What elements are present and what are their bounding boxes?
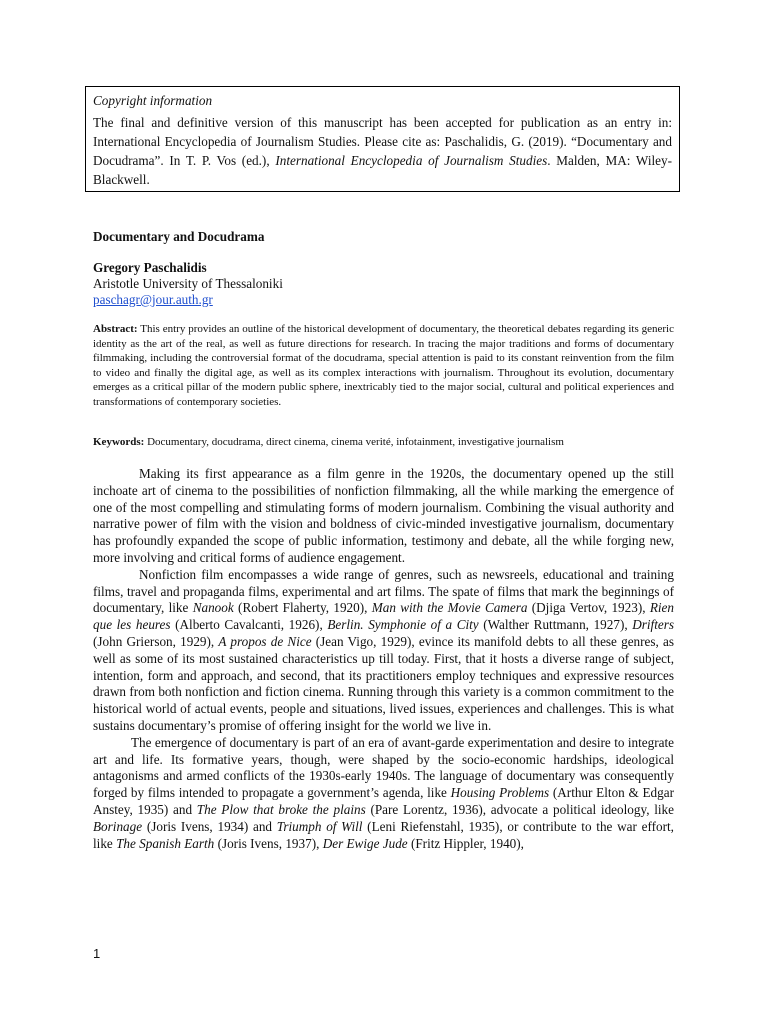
copyright-heading: Copyright information (93, 93, 213, 108)
film-title: Rien que les heures (93, 600, 674, 633)
text-run: (Joris Ivens, 1934) and (142, 818, 277, 834)
text-run: (Leni Riefenstahl, 1935), or contribute to the war effort, like (93, 818, 674, 851)
abstract-text: This entry provides an outline of the historical development of documentary, the theoretical debates regarding its generic identity as the art of the real, as well as future directions for research. In tracing the major traditions and forms of documentary filmmaking, including the controversial format of the docudrama, special attention is paid to its constant reinvention from the film to video and finally the digital age, as well as its complex interactions with journalism. Throughout its evolution, documentary emerges as a critical pillar of the modern public sphere, inextricably tied to the major social, cultural and political experiences and transformations of contemporary societies. (93, 323, 674, 408)
film-title: Housing Problems (450, 785, 550, 801)
film-title: Der Ewige Jude (322, 835, 408, 851)
author-affiliation: Aristotle University of Thessaloniki (93, 276, 283, 291)
copyright-text: The final and definitive version of this manuscript has been accepted for publication as an entry in: International Encyclopedia of Journalism Studies. Please cite as: Paschalidis, G. (2019). “Documentary and Docudrama”. In T. P. Vos (ed.), (93, 115, 672, 168)
film-title: A propos de Nice (218, 633, 312, 649)
keywords (93, 435, 674, 449)
text-run: (Fritz Hippler, 1940), (407, 835, 524, 851)
film-title: Nanook (192, 600, 234, 616)
film-title: The Spanish Earth (116, 835, 215, 851)
encyclopedia-title: International Encyclopedia of Journalism Studies (275, 153, 548, 168)
publisher-text: . Malden, MA: Wiley-Blackwell. (93, 153, 672, 187)
text-run: (Robert Flaherty, 1920), (233, 600, 372, 616)
keywords-label: Keywords: (93, 436, 145, 448)
text-run: (Alberto Cavalcanti, 1926), (170, 617, 328, 633)
film-title: Berlin. Symphonie of a City (327, 617, 479, 633)
copyright-box (85, 86, 680, 192)
text-run: The emergence of documentary is part of an era of avant-garde experimentation and desire to integrate art and life. Its formative years, though, were shaped by the socio-economic hardships, ideological antagonisms and armed conflicts of the 1930s-early 1940s. The language of documentary was consequently forged by films intended to propagate a government’s agenda, like (93, 734, 674, 801)
film-title: Man with the Movie Camera (371, 600, 528, 616)
film-title: Drifters (632, 617, 674, 633)
film-title: The Plow that broke the plains (196, 801, 366, 817)
text-run: (Walther Ruttmann, 1927), (478, 617, 633, 633)
keywords-text: Documentary, docudrama, direct cinema, cinema verité, infotainment, investigative journalism (144, 436, 564, 448)
body-paragraph-2 (93, 567, 674, 735)
text-run: Nonfiction film encompasses a wide range of genres, such as newsreels, educational and training films, travel and propaganda films, experimental and art films. The spate of films that mark the beginnings of documentary, like (93, 566, 674, 616)
page-number: 1 (93, 946, 101, 961)
text-run: (Pare Lorentz, 1936), advocate a political ideology, like (365, 801, 675, 817)
text-run: (Joris Ivens, 1937), (214, 835, 323, 851)
text-run: (Arthur Elton & Edgar Anstey, 1935) and (93, 785, 674, 817)
author-block (93, 260, 283, 308)
abstract (93, 322, 674, 410)
film-title: Triumph of Will (276, 818, 363, 834)
document-title: Documentary and Docudrama (93, 229, 265, 244)
abstract-label: Abstract: (93, 323, 138, 335)
text-run: (Jean Vigo, 1929), evince its manifold debts to all these genres, as well as some of its most sustained characteristics up till today. First, that it hosts a diverse range of subject, intention, form and approach, and second, that its practitioners employ techniques and expressive resources drawn from both nonfiction and fiction cinema. Running through this variety is a common commitment to the historical world of actual events, people and situations, lived issues, experiences and challenges. This is what sustains documentary’s promise of offering insight for the world we live in. (93, 633, 674, 733)
text-run: (Djiga Vertov, 1923), (527, 600, 650, 616)
author-name: Gregory Paschalidis (93, 260, 207, 275)
copyright-notice (93, 113, 672, 189)
text-run: (John Grierson, 1929), (93, 633, 219, 649)
body-paragraph-3 (93, 735, 674, 853)
body-paragraph-1: Making its first appearance as a film genre in the 1920s, the documentary opened up the still inchoate art of cinema to the possibilities of nonfiction filmmaking, all the while marking the emergence of one of the most compelling and stimulating forms of modern journalism. Combining the visual authority and narrative power of film with the vision and boldness of civic-minded investigative journalism, documentary has profoundly expanded the scope of public information, testimony and debate, all the while forging new, more involving and critical forms of audience engagement. (93, 466, 674, 565)
body-text (93, 466, 674, 852)
author-email-link[interactable]: paschagr@jour.auth.gr (93, 292, 213, 307)
film-title: Borinage (93, 818, 143, 834)
